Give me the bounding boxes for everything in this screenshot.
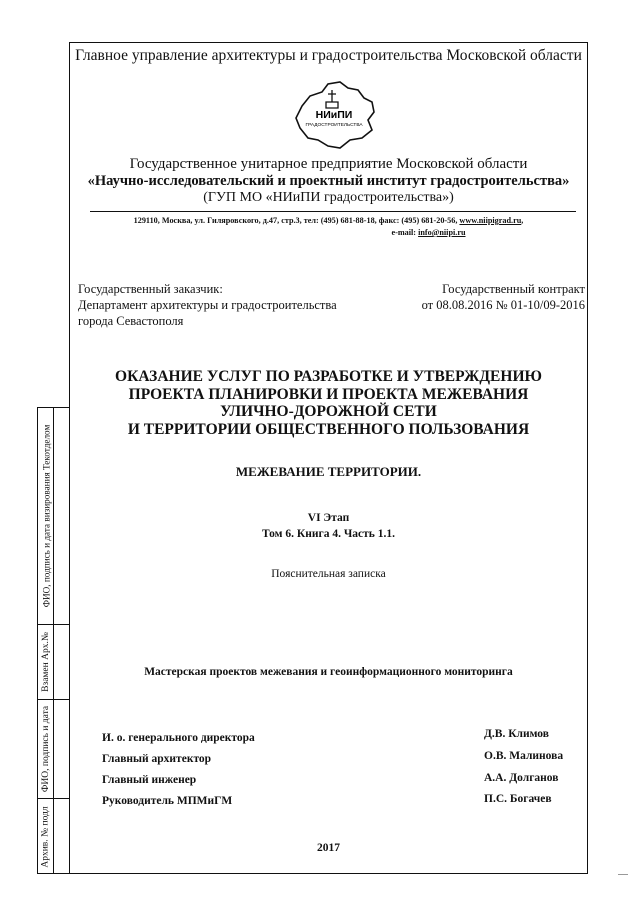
- title-line: И ТЕРРИТОРИИ ОБЩЕСТВЕННОГО ПОЛЬЗОВАНИЯ: [127, 420, 530, 438]
- signatory-position: Руководитель МПМиГМ: [102, 795, 233, 807]
- signatory-position: И. о. генерального директора: [102, 732, 255, 744]
- signatory-name: П.С. Богачев: [484, 793, 552, 805]
- signatory-row: [102, 750, 572, 769]
- email-link[interactable]: info@niipi.ru: [418, 228, 466, 237]
- side-stamp-value-column: [54, 408, 70, 873]
- document-title: [70, 368, 587, 438]
- title-line: ОКАЗАНИЕ УСЛУГ ПО РАЗРАБОТКЕ И УТВЕРЖДЕНИЮ: [115, 368, 542, 385]
- signatory-position: Главный архитектор: [102, 753, 212, 765]
- header-divider: [90, 211, 576, 212]
- side-stamp-field-approval: ФИО, подпись и дата визирования Текотделом: [41, 424, 51, 608]
- title-line: ПРОЕКТА ПЛАНИРОВКИ И ПРОЕКТА МЕЖЕВАНИЯ: [128, 385, 529, 403]
- signatory-position: Главный инженер: [102, 774, 197, 786]
- volume-label: Том 6. Книга 4. Часть 1.1.: [262, 528, 395, 540]
- signatory-row: [102, 795, 572, 811]
- side-stamp-field-replace: Взамен Арх.№: [41, 631, 52, 692]
- website-link[interactable]: www.niipigrad.ru: [459, 216, 522, 225]
- ministry-title: Главное управление архитектуры и градостроительства Московской области: [75, 47, 582, 64]
- svg-text:ГРАДОСТРОИТЕЛЬСТВА: ГРАДОСТРОИТЕЛЬСТВА: [305, 123, 363, 128]
- document-subtitle: МЕЖЕВАНИЕ ТЕРРИТОРИИ.: [235, 464, 422, 479]
- customer-label: Государственный заказчик:: [78, 282, 223, 296]
- side-stamp-field-signature: ФИО, подпись и дата: [41, 705, 51, 792]
- title-line: УЛИЧНО-ДОРОЖНОЙ СЕТИ: [220, 403, 437, 420]
- customer-name-line2: города Севастополя: [78, 314, 184, 328]
- enterprise-name: Государственное унитарное предприятие Московской области: [129, 156, 528, 172]
- institute-logo: [288, 78, 380, 152]
- contract-label: Государственный контракт: [442, 282, 585, 296]
- email-label: e-mail:: [391, 228, 417, 237]
- moscow-oblast-map-icon: [288, 78, 380, 152]
- institute-short-name: (ГУП МО «НИиПИ градостроительства»): [203, 190, 454, 205]
- contract-block: [380, 281, 585, 313]
- signatory-name: О.В. Малинова: [484, 750, 564, 762]
- customer-block: [78, 281, 337, 329]
- institute-full-name: «Научно-исследовательский и проектный институт градостроительства»: [87, 173, 570, 189]
- document-year: 2017: [317, 842, 340, 854]
- workshop-name: Мастерская проектов межевания и геоинформационного мониторинга: [144, 666, 513, 678]
- contact-info: 129110, Москва, ул. Гиляровского, д.47, стр.3, тел: (495) 681-88-18, факс: (495) 681-20-56, www.niipigrad.ru, e-mail: info@niipi.ru: [133, 216, 524, 237]
- svg-text:НИиПИ: НИиПИ: [315, 109, 353, 121]
- document-type: Пояснительная записка: [271, 568, 386, 580]
- stage-label: VI Этап: [307, 512, 350, 524]
- scan-mark: [618, 874, 628, 875]
- customer-name-line1: Департамент архитектуры и градостроительства: [78, 298, 337, 312]
- side-stamp-field-archive: Архив. № подл: [41, 805, 52, 868]
- signatory-row: [102, 728, 572, 748]
- contract-number: от 08.08.2016 № 01-10/09-2016: [421, 298, 585, 312]
- stage-volume-block: [70, 510, 587, 542]
- signatory-name: А.А. Долганов: [484, 772, 559, 784]
- signatory-name: Д.В. Климов: [484, 728, 549, 740]
- address-text: 129110, Москва, ул. Гиляровского, д.47, стр.3, тел: (495) 681-88-18, факс: (495) 681-20-56,: [133, 216, 458, 225]
- signatory-row: [102, 774, 572, 790]
- side-approval-stamp: [37, 407, 69, 874]
